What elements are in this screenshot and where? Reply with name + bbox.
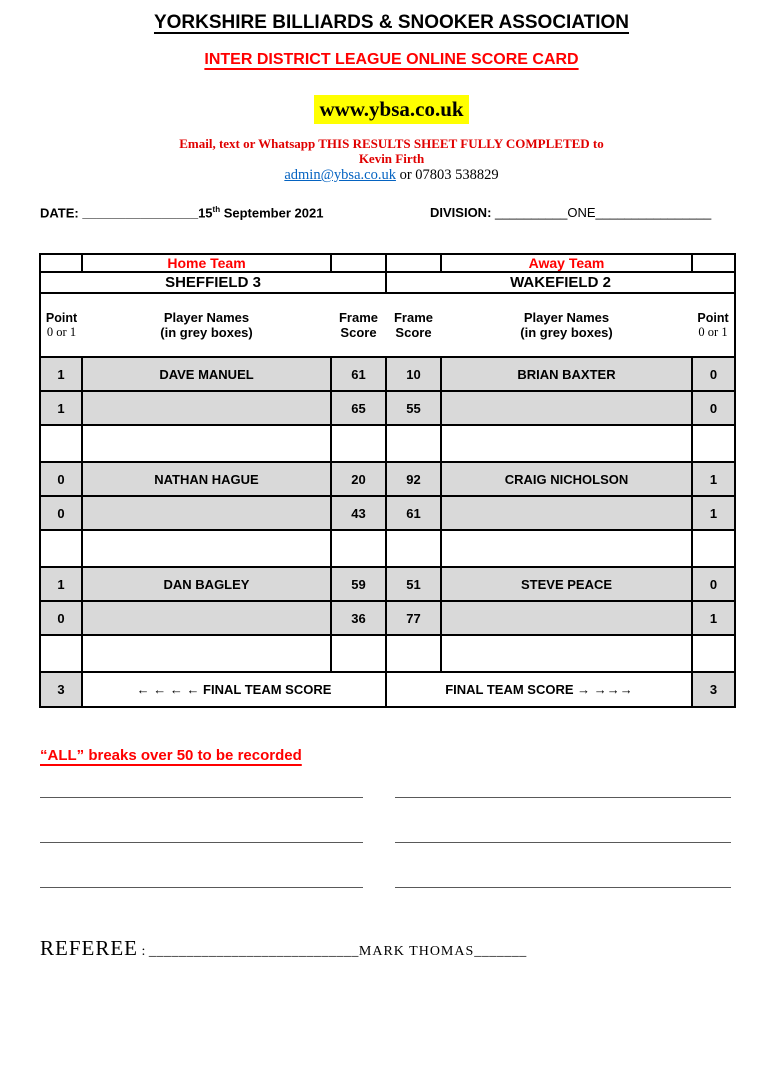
- away-player-cell: [441, 391, 692, 425]
- home-frame-score-cell: 61: [331, 357, 386, 391]
- referee-field: [40, 936, 527, 961]
- home-point-cell: 1: [40, 357, 82, 391]
- away-frame-score-cell: 77: [386, 601, 441, 635]
- home-player-cell: [82, 635, 331, 672]
- referee-blank-right[interactable]: _______: [474, 944, 527, 959]
- page-title: YORKSHIRE BILLIARDS & SNOOKER ASSOCIATION: [153, 12, 630, 33]
- away-point-cell: [692, 530, 735, 567]
- away-player-cell: [441, 425, 692, 462]
- final-away-label: FINAL TEAM SCORE → →→→: [386, 672, 692, 707]
- away-players-header: Player Names (in grey boxes): [441, 293, 692, 357]
- score-table: [39, 253, 736, 708]
- referee-name: MARK THOMAS: [358, 944, 475, 959]
- break-entry-line[interactable]: [40, 842, 363, 843]
- home-player-cell: [82, 496, 331, 530]
- away-point-cell: [692, 635, 735, 672]
- final-home-points: 3: [40, 672, 82, 707]
- away-player-cell: [441, 496, 692, 530]
- referee-label: REFEREE: [40, 936, 139, 960]
- home-point-cell: 1: [40, 567, 82, 601]
- column-header-row: [40, 293, 735, 357]
- home-frame-score-header: Frame Score: [331, 293, 386, 357]
- frame-row: [40, 462, 735, 496]
- home-frame-score-cell: 65: [331, 391, 386, 425]
- home-point-cell: 0: [40, 462, 82, 496]
- frame-row: [40, 601, 735, 635]
- frame-row: [40, 567, 735, 601]
- away-player-cell: [441, 601, 692, 635]
- blank-cell: [40, 254, 82, 272]
- final-score-row: [40, 672, 735, 707]
- frame-row: [40, 391, 735, 425]
- home-team-name: SHEFFIELD 3: [40, 272, 386, 293]
- home-frame-score-cell: [331, 530, 386, 567]
- date-blank[interactable]: ________________: [82, 205, 199, 221]
- referee-colon: :: [138, 944, 149, 959]
- break-entry-line[interactable]: [395, 887, 731, 888]
- away-player-cell: BRIAN BAXTER: [441, 357, 692, 391]
- away-player-cell: [441, 635, 692, 672]
- away-frame-score-cell: 92: [386, 462, 441, 496]
- home-player-cell: NATHAN HAGUE: [82, 462, 331, 496]
- spacer-row: [40, 530, 735, 567]
- division-field: [430, 205, 711, 220]
- date-ordinal: th: [212, 205, 221, 214]
- home-point-cell: [40, 425, 82, 462]
- away-point-cell: 1: [692, 462, 735, 496]
- contact-details: [0, 166, 783, 185]
- home-player-cell: DAVE MANUEL: [82, 357, 331, 391]
- away-player-cell: CRAIG NICHOLSON: [441, 462, 692, 496]
- home-players-header: Player Names (in grey boxes): [82, 293, 331, 357]
- away-point-cell: 0: [692, 357, 735, 391]
- away-frame-score-header: Frame Score: [386, 293, 441, 357]
- away-team-name: WAKEFIELD 2: [386, 272, 735, 293]
- website-link[interactable]: www.ybsa.co.uk: [314, 95, 468, 124]
- break-entry-line[interactable]: [395, 797, 731, 798]
- home-player-cell: [82, 530, 331, 567]
- referee-blank-left[interactable]: ____________________________: [148, 944, 359, 959]
- away-frame-score-cell: [386, 530, 441, 567]
- away-player-cell: [441, 530, 692, 567]
- home-point-cell: [40, 530, 82, 567]
- website-row: [0, 95, 783, 124]
- home-player-cell: [82, 391, 331, 425]
- away-player-cell: STEVE PEACE: [441, 567, 692, 601]
- away-point-cell: 0: [692, 567, 735, 601]
- away-team-label: Away Team: [441, 254, 692, 272]
- away-point-header: Point 0 or 1: [692, 293, 735, 357]
- contact-block: [0, 136, 783, 185]
- away-frame-score-cell: 55: [386, 391, 441, 425]
- spacer-row: [40, 635, 735, 672]
- meta-row: [0, 205, 783, 225]
- final-away-points: 3: [692, 672, 735, 707]
- score-rows: [40, 357, 735, 672]
- team-header-row: [40, 254, 735, 272]
- team-name-row: [40, 272, 735, 293]
- final-home-label: ← ← ← ← FINAL TEAM SCORE: [82, 672, 386, 707]
- blank-cell: [331, 254, 386, 272]
- contact-instruction: Email, text or Whatsapp THIS RESULTS SHEET FULLY COMPLETED to: [179, 136, 604, 151]
- home-player-cell: [82, 425, 331, 462]
- home-point-cell: [40, 635, 82, 672]
- away-point-cell: 1: [692, 496, 735, 530]
- spacer-row: [40, 425, 735, 462]
- division-value: ONE: [567, 205, 596, 220]
- home-frame-score-cell: 36: [331, 601, 386, 635]
- home-point-cell: 1: [40, 391, 82, 425]
- away-frame-score-cell: 10: [386, 357, 441, 391]
- blank-cell: [692, 254, 735, 272]
- blank-cell: [386, 254, 441, 272]
- break-entry-line[interactable]: [40, 797, 363, 798]
- home-frame-score-cell: 43: [331, 496, 386, 530]
- break-entry-line[interactable]: [40, 887, 363, 888]
- away-frame-score-cell: [386, 635, 441, 672]
- date-field: [40, 205, 323, 220]
- breaks-note: “ALL” breaks over 50 to be recorded: [40, 747, 302, 764]
- home-point-header: Point 0 or 1: [40, 293, 82, 357]
- away-frame-score-cell: [386, 425, 441, 462]
- email-link[interactable]: admin@ybsa.co.uk: [284, 167, 396, 183]
- page-subtitle: INTER DISTRICT LEAGUE ONLINE SCORE CARD: [204, 51, 579, 68]
- date-rest: September 2021: [220, 205, 324, 221]
- home-point-cell: 0: [40, 496, 82, 530]
- division-label: DIVISION:: [430, 205, 492, 220]
- contact-name: Kevin Firth: [358, 151, 425, 166]
- frame-row: [40, 496, 735, 530]
- away-point-cell: 1: [692, 601, 735, 635]
- frame-row: [40, 357, 735, 391]
- away-point-cell: [692, 425, 735, 462]
- home-team-label: Home Team: [82, 254, 331, 272]
- break-entry-line[interactable]: [395, 842, 731, 843]
- home-frame-score-cell: 59: [331, 567, 386, 601]
- division-blank-left[interactable]: __________: [491, 205, 568, 220]
- division-blank-right[interactable]: ________________: [595, 205, 712, 220]
- home-player-cell: DAN BAGLEY: [82, 567, 331, 601]
- home-frame-score-cell: [331, 425, 386, 462]
- away-frame-score-cell: 51: [386, 567, 441, 601]
- date-day: 15: [198, 205, 213, 221]
- away-point-cell: 0: [692, 391, 735, 425]
- home-frame-score-cell: [331, 635, 386, 672]
- away-frame-score-cell: 61: [386, 496, 441, 530]
- home-point-cell: 0: [40, 601, 82, 635]
- home-player-cell: [82, 601, 331, 635]
- date-label: DATE:: [40, 205, 83, 221]
- home-frame-score-cell: 20: [331, 462, 386, 496]
- contact-phone: or 07803 538829: [395, 167, 499, 183]
